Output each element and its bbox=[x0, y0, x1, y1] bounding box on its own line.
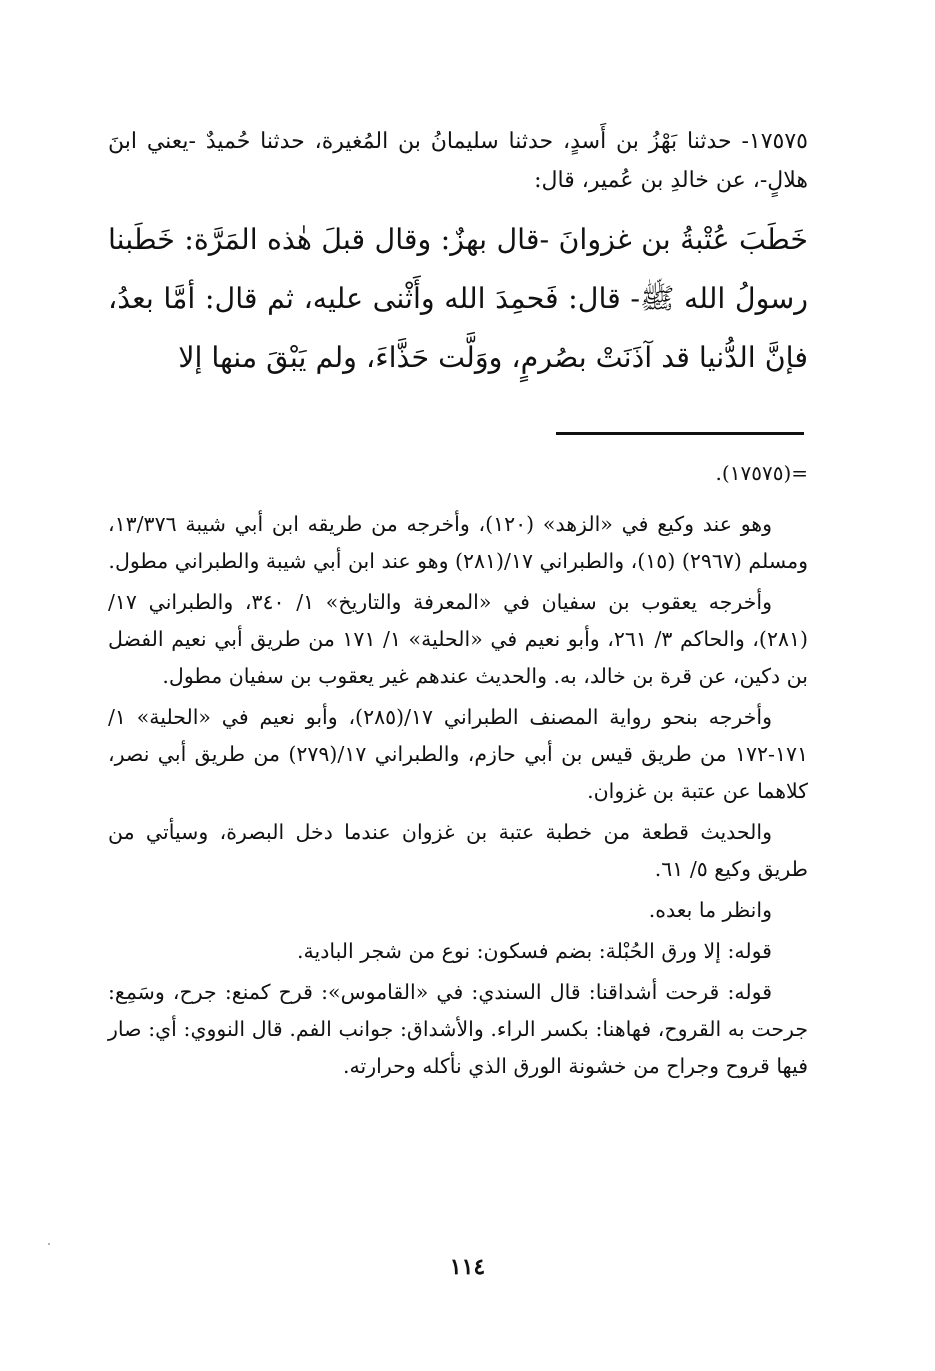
footnote-reference: =(١٧٥٧٥). bbox=[715, 461, 808, 485]
footnote-paragraph: والحديث قطعة من خطبة عتبة بن غزوان عندما دخل البصرة، وسيأتي من طريق وكيع ٥/ ٦١. bbox=[108, 820, 808, 881]
footnote-paragraph: وهو عند وكيع في «الزهد» (١٢٠)، وأخرجه من طريقه ابن أبي شيبة ١٣/٣٧٦، ومسلم (٢٩٦٧) (١٥)، والطبراني ١٧/(٢٨١) وهو عند ابن أبي شيبة والطبراني مطول. bbox=[108, 512, 808, 573]
footnote-paragraph: قوله: قرحت أشداقنا: قال السندي: في «القاموس»: قرح كمنع: جرح، وسَمِع: جرحت به القروح، فهاهنا: بكسر الراء. والأشداق: جوانب الفم. قال النووي: أي: صار فيها قروح وجراح من خشونة الورق الذي نأكله وحرارته. bbox=[108, 980, 808, 1078]
footnote-separator bbox=[556, 432, 804, 435]
hadith-matn: خَطَبَ عُتْبةُ بن غزوانَ -قال بهزٌ: وقال قبلَ هٰذه المَرَّة: خَطَبنا رسولُ الله ﷺ- قال: فَحمِدَ الله وأَثْنى عليه، ثم قال: أمَّا بعدُ، فإنَّ الدُّنيا قد آذَنَتْ بصُرمٍ، ووَلَّت حَذَّاءَ، ولم يَبْقَ منها إلا bbox=[108, 223, 808, 374]
footnote-paragraph: وانظر ما بعده. bbox=[648, 898, 772, 922]
footnote-paragraph: قوله: إلا ورق الحُبْلة: بضم فسكون: نوع من شجر البادية. bbox=[297, 939, 772, 963]
footnote-paragraph: وأخرجه يعقوب بن سفيان في «المعرفة والتاريخ» ١/ ٣٤٠، والطبراني ١٧/ (٢٨١)، والحاكم ٣/ ٢٦١، وأبو نعيم في «الحلية» ١/ ١٧١ من طريق أبي نعيم الفضل بن دكين، عن قرة بن خالد، به. والحديث عندهم غير يعقوب بن سفيان مطول. bbox=[108, 590, 808, 688]
page-number: ١١٤ bbox=[449, 1254, 486, 1280]
scan-speck bbox=[48, 1243, 50, 1245]
footnotes-section bbox=[108, 506, 808, 1089]
hadith-isnad: ١٧٥٧٥- حدثنا بَهْزُ بن أَسدٍ، حدثنا سليمانُ بن المُغيرة، حدثنا حُميدٌ -يعني ابنَ هلالٍ-، عن خالدِ بن عُمير، قال: bbox=[108, 129, 808, 193]
footnote-paragraph: وأخرجه بنحو رواية المصنف الطبراني ١٧/(٢٨٥)، وأبو نعيم في «الحلية» ١/ ١٧١-١٧٢ من طريق قيس بن أبي حازم، والطبراني ١٧/(٢٧٩) من طريق أبي نصر، كلاهما عن عتبة بن غزوان. bbox=[108, 705, 808, 803]
